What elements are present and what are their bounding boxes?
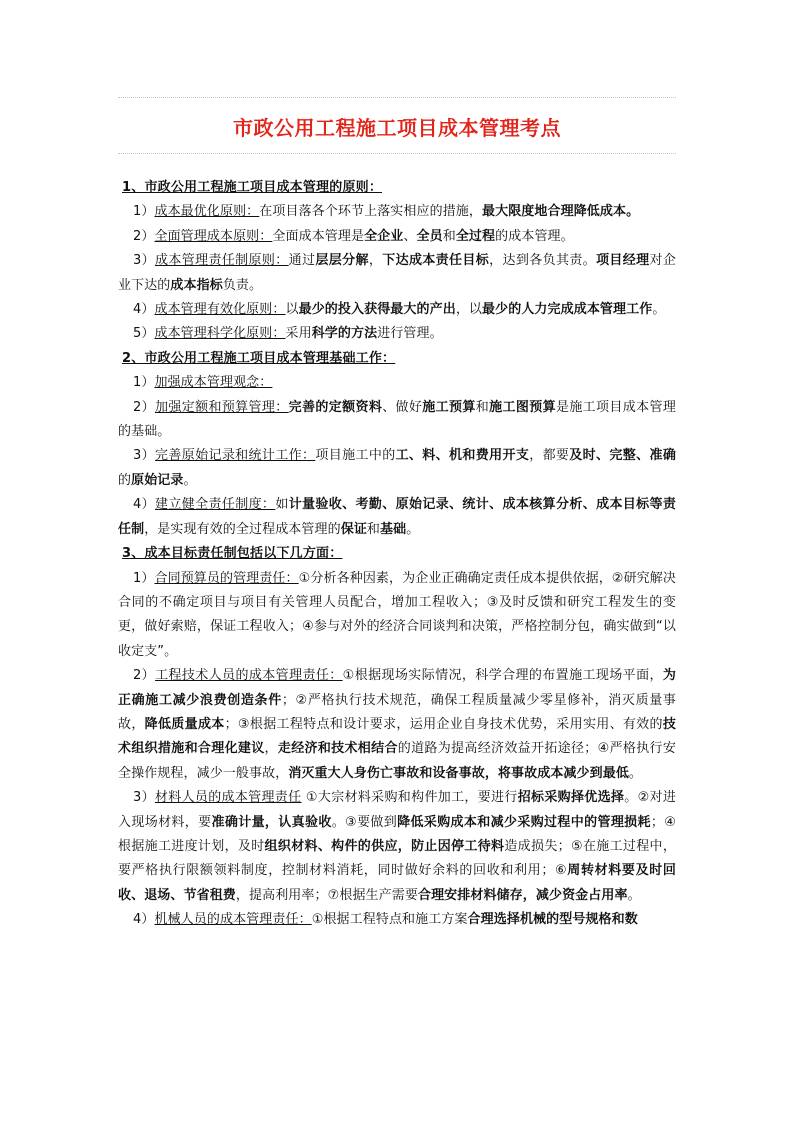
- section-heading: 1、市政公用工程施工项目成本管理的原则：: [122, 180, 383, 195]
- item-text: ；③根据工程特点和设计要求，运用企业自身技术优势，采用实用、有效的: [224, 716, 663, 732]
- emphasis-text: 及时、完整、准确: [569, 448, 676, 464]
- item-text: 。③要做到: [331, 814, 398, 830]
- emphasis-text: 合理安排材料储存，减少资金占用率: [417, 887, 628, 903]
- top-divider: [118, 97, 676, 98]
- section-heading: 3、成本目标责任制包括以下几方面：: [122, 546, 343, 562]
- emphasis-text: 降低采购成本和减少采购过程中的管理损耗: [397, 814, 651, 830]
- item-text: 3）: [133, 790, 155, 806]
- emphasis-text: 降低质量成本: [144, 716, 225, 732]
- emphasis-text: 成本指标: [170, 277, 223, 293]
- emphasis-text: 消灭重大人身伤亡事故和设备事故，将事故成本减少到最低: [288, 765, 629, 781]
- item-text: 。: [183, 472, 197, 488]
- emphasis-text: 走经济和技术相结合: [277, 741, 398, 757]
- item-text: 4）: [133, 497, 156, 513]
- item-text: ，达到各负其责。: [489, 253, 597, 269]
- list-item: [118, 493, 676, 542]
- emphasis-text: 工、料、机和费用开支: [395, 448, 530, 464]
- item-label: 建立健全责任制度：: [155, 497, 276, 513]
- item-text: ；②严格执行技术规范，确保工程质量减少零星修补，消灭质量事故，: [118, 692, 676, 732]
- emphasis-text: 全员: [416, 228, 443, 244]
- item-text: 是施工项目成本管理的基础。: [118, 399, 676, 440]
- item-text: 的道路为提高经济效益开拓途径；④严格执行安全操作规程，减少一般事故，: [118, 741, 676, 781]
- emphasis-text: 最少的人力完成成本管理工作: [482, 302, 653, 318]
- item-text: 项目施工中的: [315, 448, 396, 464]
- item-label: 成本管理有效化原则：: [154, 302, 286, 318]
- item-text: 和: [475, 399, 490, 415]
- item-text: ，以: [455, 302, 483, 318]
- item-text: 5）: [133, 326, 155, 342]
- item-text: ①大宗材料采购和构件加工，要进行: [301, 790, 518, 806]
- emphasis-text: 为正确施工减少浪费创造条件: [118, 668, 676, 708]
- item-text: 在项目落各个环节上落实相应的措施，: [259, 204, 482, 220]
- item-text: 3）: [133, 253, 155, 269]
- item-label: 合同预算员的管理责任：: [154, 570, 299, 586]
- item-text: 造成损失；⑤在施工过程中，要严格执行限额领料制度，控制材料消耗，同时做好余料的回收和利用；⑥: [118, 838, 676, 879]
- item-text: 1）: [133, 570, 155, 586]
- item-text: 和: [366, 521, 381, 537]
- item-text: ，提高利用率；⑦根据生产需要: [235, 887, 418, 903]
- item-label: 成本最优化原则：: [154, 204, 260, 220]
- emphasis-text: 全过程: [455, 228, 496, 244]
- item-text: 4）: [133, 912, 155, 928]
- list-item: [118, 444, 676, 493]
- list-item: [118, 567, 676, 665]
- section-heading: 2、市政公用工程施工项目成本管理基础工作：: [122, 350, 396, 366]
- item-text: 对企业下达的: [118, 253, 676, 293]
- emphasis-text: 原始记录: [131, 472, 184, 488]
- emphasis-text: 技术组织措施和合理化建议: [118, 716, 676, 757]
- emphasis-text: 科学的方法: [311, 326, 378, 342]
- item-text: 。: [652, 302, 666, 318]
- emphasis-text: 完善的定额资料: [288, 399, 383, 415]
- item-text: 采用: [285, 326, 312, 342]
- emphasis-text: 全企业: [364, 228, 404, 244]
- item-label: 加强定额和预算管理：: [155, 399, 289, 415]
- item-text: 全面成本管理是: [272, 228, 365, 244]
- item-text: 。②对进入现场材料，要: [118, 790, 676, 830]
- list-item: [118, 298, 676, 322]
- item-text: 如: [275, 497, 289, 513]
- item-text: 2）: [133, 668, 156, 684]
- item-text: 3）: [133, 448, 155, 464]
- list-item: [118, 225, 676, 249]
- list-item: [118, 200, 676, 224]
- item-text: ，: [264, 741, 278, 757]
- item-label: 加强成本管理观念：: [154, 375, 273, 391]
- item-label: 完善原始记录和统计工作：: [155, 448, 316, 464]
- emphasis-text: 施工图预算: [489, 399, 556, 415]
- item-text: 进行管理。: [377, 326, 443, 342]
- emphasis-text: 准确计量，认真验收: [211, 814, 332, 830]
- item-text: 2）: [133, 228, 155, 244]
- item-text: 、: [403, 228, 417, 244]
- item-text: ①根据工程特点和施工方案: [311, 912, 468, 928]
- item-text: 的: [118, 472, 132, 488]
- emphasis-text: 最大限度地合理降低成本。: [482, 204, 640, 220]
- page-title: 市政公用工程施工项目成本管理考点: [233, 116, 561, 140]
- item-label: 材料人员的成本管理责任: [154, 790, 302, 806]
- list-item: [118, 249, 676, 298]
- item-text: ，是实现有效的全过程成本管理的: [144, 521, 341, 537]
- list-item: [118, 396, 676, 445]
- emphasis-text: 组织材料、构件的供应，防止因停工待料: [264, 838, 505, 854]
- list-item: [118, 371, 676, 395]
- item-text: ；④根据施工进度计划，及时: [118, 814, 677, 854]
- item-label: 工程技术人员的成本管理责任：: [155, 668, 343, 684]
- item-label: 全面管理成本原则：: [154, 228, 273, 244]
- item-text: ①根据现场实际情况，科学合理的布置施工现场平面，: [342, 668, 663, 684]
- item-text: ，: [368, 253, 383, 269]
- emphasis-text: 层层分解: [315, 253, 369, 269]
- item-text: 1）: [133, 204, 155, 220]
- emphasis-text: 保证: [340, 521, 367, 537]
- item-text: 。: [406, 521, 420, 537]
- title-divider: [118, 153, 676, 154]
- emphasis-text: 周转材料要及时回收、退场、节省租费: [118, 863, 676, 903]
- item-text: 1）: [133, 375, 155, 391]
- emphasis-text: 下达成本责任目标: [382, 253, 490, 269]
- emphasis-text: 基础: [380, 521, 407, 537]
- emphasis-text: 施工预算: [422, 399, 476, 415]
- item-label: 成本管理责任制原则：: [155, 253, 289, 269]
- item-text: 。: [627, 887, 641, 903]
- item-text: 。: [628, 765, 643, 781]
- item-text: 2）: [133, 399, 155, 415]
- item-text: 负责。: [222, 277, 263, 293]
- item-label: 机械人员的成本管理责任：: [154, 912, 312, 928]
- list-item: [118, 664, 676, 786]
- emphasis-text: 计量验收、考勤、原始记录、统计、成本核算分析、成本目标等责任制: [118, 497, 677, 537]
- document-body: [118, 176, 676, 933]
- list-item: [118, 908, 676, 932]
- item-text: 4）: [133, 302, 155, 318]
- emphasis-text: 合理选择机械的型号规格和数: [467, 912, 638, 928]
- item-label: 成本管理科学化原则：: [154, 326, 286, 342]
- item-text: 以: [285, 302, 299, 318]
- emphasis-text: 项目经理: [596, 253, 650, 269]
- item-text: 、做好: [382, 399, 423, 415]
- list-item: [118, 786, 676, 908]
- item-text: 通过: [288, 253, 316, 269]
- item-text: ，都要: [529, 448, 570, 464]
- emphasis-text: 最少的投入获得最大的产出: [298, 302, 456, 318]
- item-text: ①分析各种因素，为企业正确确定责任成本提供依据，②研究解决合同的不确定项目与项目有关管理人员配合，增加工程收入；③及时反馈和研究工程发生的变更，做好索赔，保证工程收入；④参与对外的经济合同谈判和决策，严格控制分包，确实做到“以收定支”。: [118, 570, 676, 659]
- emphasis-text: 招标采购择优选择: [517, 790, 625, 806]
- item-text: 和: [442, 228, 456, 244]
- list-item: [118, 322, 676, 346]
- item-text: 的成本管理。: [495, 228, 574, 244]
